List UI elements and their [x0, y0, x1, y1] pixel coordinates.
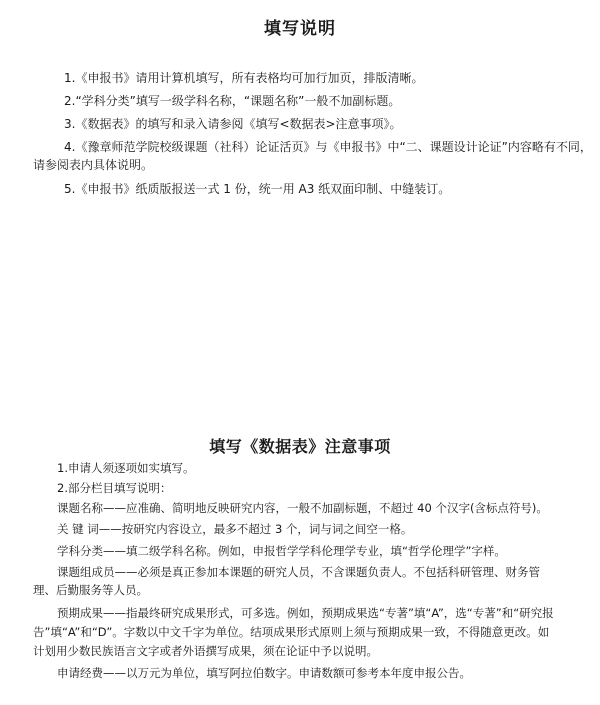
instruction-item-2: 2.“学科分类”填写一级学科名称，“课题名称”一般不加副标题。 [64, 94, 401, 108]
notes-line-3: 课题名称——应准确、简明地反映研究内容，一般不加副标题，不超过 40 个汉字(含标点符号)。 [57, 501, 548, 515]
instructions-title: 填写说明 [264, 19, 336, 39]
notes-line-4: 关 键 词——按研究内容设立，最多不超过 3 个，词与词之间空一格。 [57, 522, 413, 536]
notes-line-10: 计划用少数民族语言文字或者外语撰写成果，须在论证中予以说明。 [33, 644, 378, 658]
notes-title: 填写《数据表》注意事项 [209, 437, 391, 456]
notes-line-1: 1.申请人须逐项如实填写。 [57, 461, 195, 475]
notes-line-7: 理、后勤服务等人员。 [33, 583, 148, 597]
instruction-item-4: 4.《豫章师范学院校级课题（社科）论证活页》与《申报书》中“二、课题设计论证”内容略有不同， [64, 140, 592, 154]
notes-line-8: 预期成果——指最终研究成果形式，可多选。例如，预期成果选“专著”填“A”，选“专著”和“研究报 [57, 606, 554, 620]
notes-line-11: 申请经费——以万元为单位，填写阿拉伯数字。申请数额可参考本年度申报公告。 [57, 666, 471, 680]
instruction-item-3: 3.《数据表》的填写和录入请参阅《填写<数据表>注意事项》。 [64, 117, 402, 131]
notes-line-9: 告”填“A”和“D”。字数以中文千字为单位。结项成果形式原则上须与预期成果一致，不得随意更改。如 [33, 625, 550, 639]
instruction-item-1: 1.《申报书》请用计算机填写，所有表格均可加行加页，排版清晰。 [64, 71, 424, 85]
instruction-item-5: 5.《申报书》纸质版报送一式 1 份，统一用 A3 纸双面印制、中缝装订。 [64, 182, 451, 196]
instruction-item-4-continued: 请参阅表内具体说明。 [33, 158, 154, 172]
notes-line-6: 课题组成员——必须是真正参加本课题的研究人员，不含课题负责人。不包括科研管理、财务管 [57, 565, 540, 579]
notes-line-5: 学科分类——填二级学科名称。例如，申报哲学学科伦理学专业，填“哲学伦理学”字样。 [57, 544, 506, 558]
notes-line-2: 2.部分栏目填写说明： [57, 481, 172, 495]
